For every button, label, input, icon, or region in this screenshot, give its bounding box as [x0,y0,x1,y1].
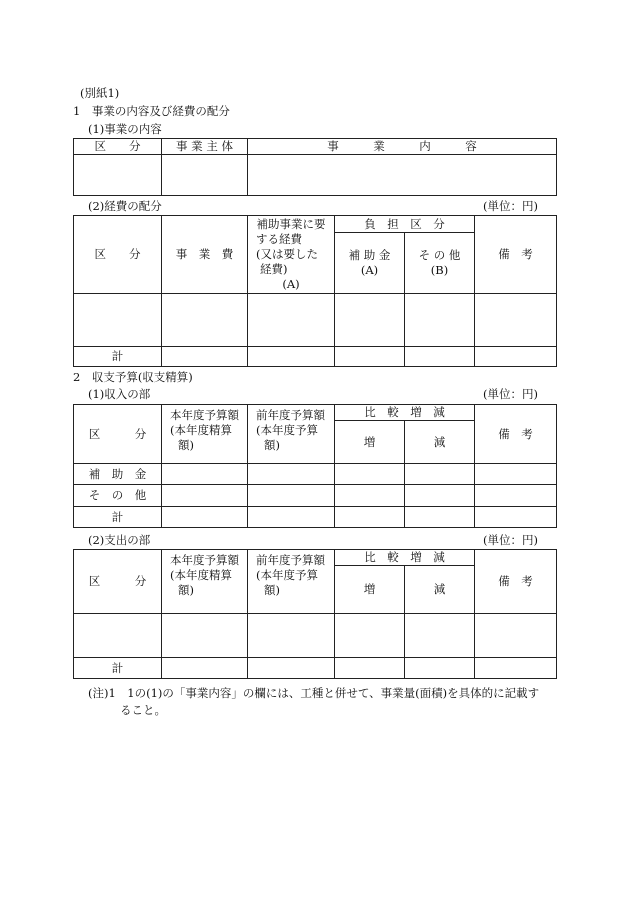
cell-empty [162,464,248,485]
cell-empty [248,155,557,196]
cell-empty [248,485,335,507]
cell-empty [162,294,248,347]
project-content-table [73,138,557,196]
header-decrease: 減 [405,421,475,464]
header-decrease: 減 [405,566,475,614]
cell-empty [335,485,405,507]
header-previous-budget [248,405,335,464]
header-line: 額) [264,582,280,597]
cell-empty [335,347,405,367]
unit-label: (単位：円) [483,387,538,401]
header-increase: 増 [335,566,405,614]
header-comparison: 比 較 増 減 [335,550,475,566]
header-line: (A) [282,276,300,291]
header-category: 区 分 [74,550,162,614]
expense-allocation-table [73,215,557,367]
cell-empty [162,347,248,367]
header-line: (本年度予算 [256,567,318,582]
cell-empty [335,294,405,347]
header-line: 額) [178,437,194,452]
header-line: 額) [264,437,280,452]
cell-empty [405,507,475,528]
row-other-label: そ の 他 [74,485,162,507]
header-burden-category: 負 担 区 分 [335,216,475,233]
cell-empty [248,347,335,367]
header-previous-budget [248,550,335,614]
header-line: (本年度予算 [256,422,318,437]
header-subsidized-expense [248,216,335,294]
attachment-label: (別紙1) [80,86,120,100]
row-total-label: 計 [74,507,162,528]
cell-empty [405,464,475,485]
header-line: (本年度精算 [170,422,232,437]
header-increase: 増 [335,421,405,464]
cell-empty [248,464,335,485]
cell-empty [335,658,405,679]
section-2-heading: 2 収支予算(収支精算) [73,370,193,384]
header-line: 本年度予算額 [170,553,239,567]
cell-empty [335,464,405,485]
cell-empty [248,507,335,528]
header-line: 本年度予算額 [170,408,239,422]
header-category: 区 分 [74,216,162,294]
row-total-label: 計 [74,658,162,679]
header-other [405,233,475,294]
cell-empty [248,658,335,679]
row-total-label: 計 [74,347,162,367]
header-line: 補 助 金 [348,248,391,263]
header-project-content: 事 業 内 容 [248,139,557,155]
cell-empty [162,155,248,196]
header-line: (A) [360,263,379,277]
header-project-cost: 事 業 費 [162,216,248,294]
cell-empty [74,155,162,196]
cell-empty [335,614,405,658]
header-line: 前年度予算額 [256,553,325,567]
cell-empty [405,658,475,679]
row-subsidy-label: 補 助 金 [74,464,162,485]
unit-label: (単位：円) [483,533,538,547]
section-2-2-heading: (2)支出の部 [88,533,151,547]
cell-empty [162,658,248,679]
cell-empty [74,294,162,347]
note-line-1: (注)1 1の(1)の「事業内容」の欄には、工種と併せて、事業量(面積)を具体的に記載す [88,686,540,700]
cell-empty [475,507,557,528]
cell-empty [405,294,475,347]
cell-empty [335,507,405,528]
header-remarks: 備 考 [475,216,557,294]
cell-empty [162,485,248,507]
header-line: 前年度予算額 [256,408,325,422]
cell-empty [74,614,162,658]
header-category: 区 分 [74,405,162,464]
cell-empty [405,614,475,658]
header-project-entity: 事 業 主 体 [162,139,248,155]
header-category: 区 分 [74,139,162,155]
header-line: する経費 [256,232,302,247]
section-2-1-heading: (1)収入の部 [88,387,151,401]
header-remarks: 備 考 [475,550,557,614]
expenditure-table [73,549,557,679]
section-1-1-heading: (1)事業の内容 [88,122,162,136]
cell-empty [162,614,248,658]
unit-label: (単位：円) [483,199,538,213]
cell-empty [475,294,557,347]
cell-empty [405,485,475,507]
header-current-budget [162,550,248,614]
cell-empty [475,347,557,367]
cell-empty [475,485,557,507]
income-table [73,404,557,528]
cell-empty [162,507,248,528]
header-line: (B) [430,263,449,277]
note-line-2: ること。 [120,703,166,717]
header-line: 経費) [260,261,288,276]
cell-empty [248,614,335,658]
cell-empty [475,614,557,658]
cell-empty [405,347,475,367]
header-remarks: 備 考 [475,405,557,464]
header-subsidy [335,233,405,294]
header-comparison: 比 較 増 減 [335,405,475,421]
header-line: そ の 他 [418,248,461,263]
cell-empty [475,464,557,485]
header-current-budget [162,405,248,464]
header-line: (本年度精算 [170,567,232,582]
section-1-heading: 1 事業の内容及び経費の配分 [73,104,230,118]
cell-empty [475,658,557,679]
header-line: 額) [178,582,194,597]
header-line: (又は要した [256,247,318,262]
header-line: 補助事業に要 [256,217,326,232]
cell-empty [248,294,335,347]
section-1-2-heading: (2)経費の配分 [88,199,162,213]
